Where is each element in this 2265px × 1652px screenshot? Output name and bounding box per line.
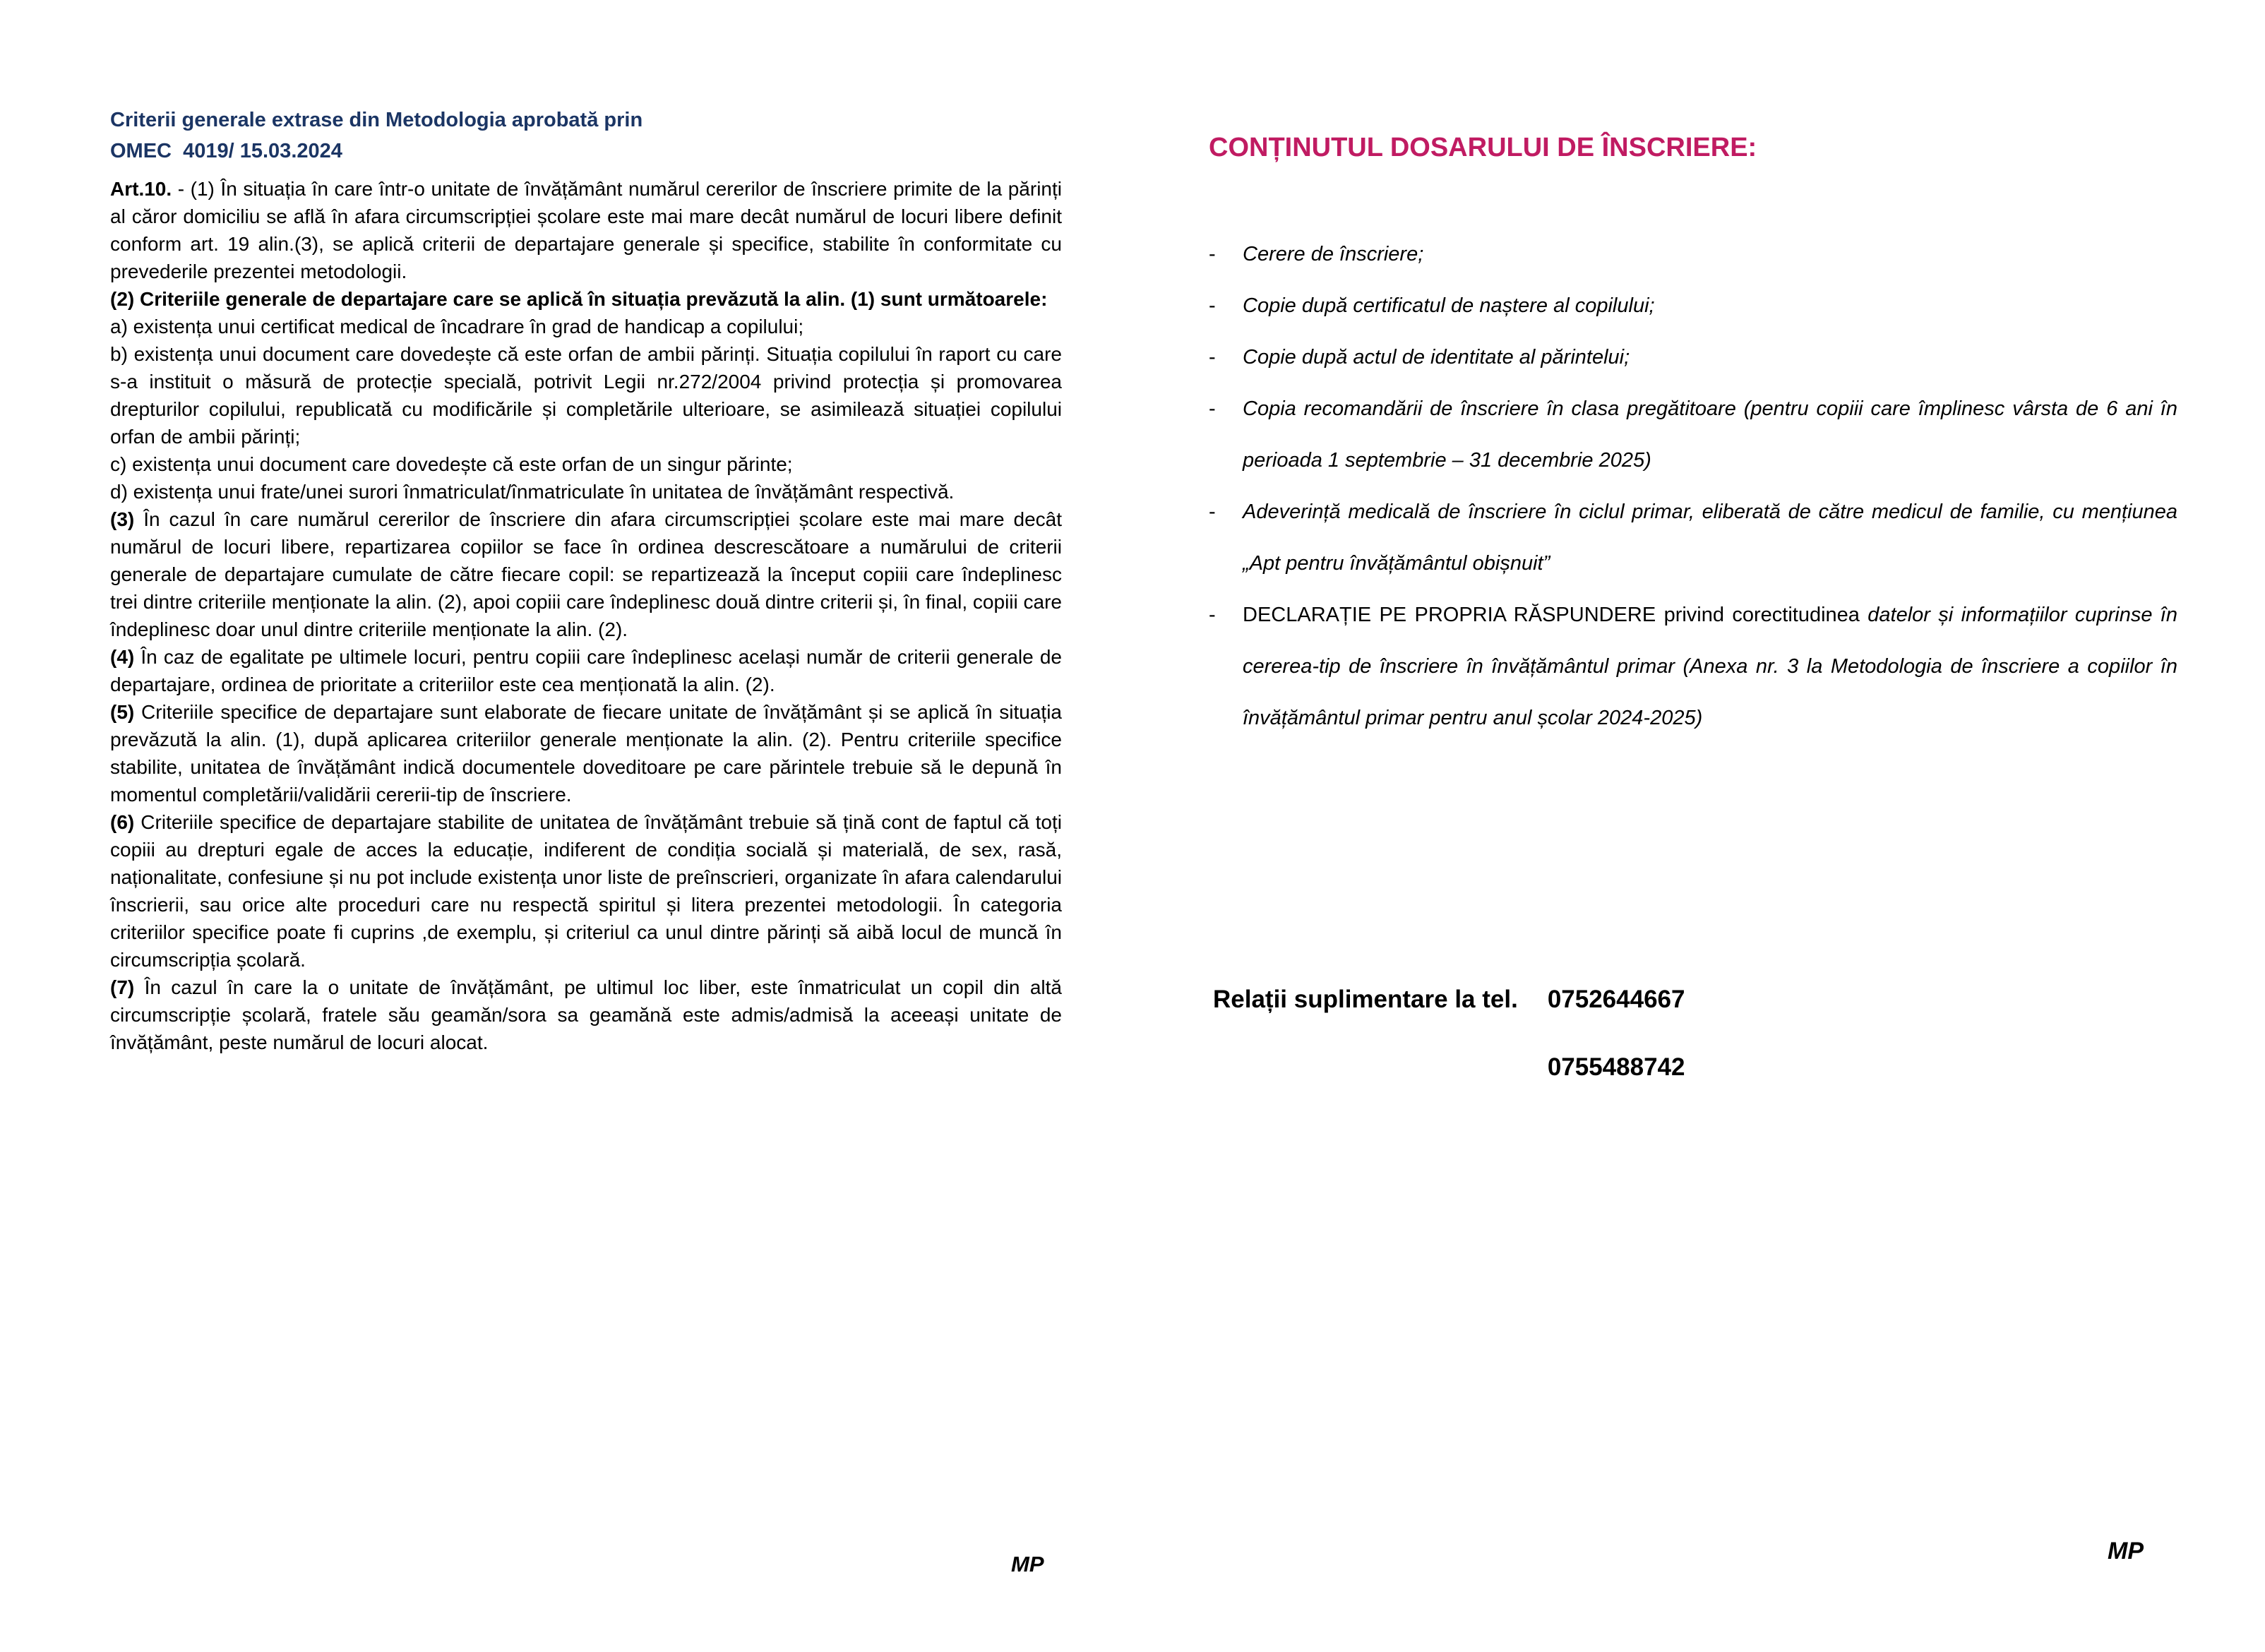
paragraph-art10: Art.10. - (1) În situația în care într-o unitate de învățământ numărul cererilor de înscriere primite de la părinți al căror domiciliu se află în afara circumscripției școlare este mai mare decât numărul de locuri libere definit conform art. 19 alin.(3), se aplică criterii de departajare generale și specifice, stabilite în conformitate cu prevederile prezentei metodologii. [110, 178, 1062, 282]
list-item-adeverinta-medicala: - Adeverință medicală de înscriere în ciclul primar, eliberată de către medicul de familie, cu mențiunea „Apt pentru învățământul obișnuit” [1209, 486, 2177, 589]
paragraph-alin-5: (5) Criteriile specifice de departajare sunt elaborate de fiecare unitate de învățământ și se aplică în situația prevăzută la alin. (1), după aplicarea criteriilor generale menționate la alin. (2). Pentru criteriile specifice stabilite, unitatea de învățământ indică documentele doveditoare pe care părintele trebuie să le depună în momentul completării/validării cererii-tip de înscriere. [110, 701, 1062, 806]
contact-label: Relații suplimentare la tel. [1213, 986, 1518, 1013]
paragraph-alin-4: (4) În caz de egalitate pe ultimele locuri, pentru copiii care îndeplinesc același număr de criterii generale de departajare, ordinea de prioritate a criteriilor este cea menționată la alin. (2). [110, 646, 1062, 695]
list-item-act-identitate: - Copie după actul de identitate al părintelui; [1209, 332, 2177, 383]
list-item-certificat-nastere: - Copie după certificatul de naștere al copilului; [1209, 280, 2177, 332]
list-item-recomandare: - Copia recomandării de înscriere în clasa pregătitoare (pentru copiii care împlinesc vârsta de 6 ani în perioada 1 septembrie – 31 decembrie 2025) [1209, 383, 2177, 486]
paragraph-alin-7: (7) În cazul în care la o unitate de învățământ, pe ultimul loc liber, este înmatriculat un copil din altă circumscripție școlară, fratele său geamăn/sora sa geamănă este admis/admisă la aceeași unitate de învățământ, peste numărul de locuri alocat. [110, 976, 1062, 1053]
contact-info [1213, 984, 1685, 1083]
criterion-b: b) existența unui document care dovedește că este orfan de ambii părinți. Situația copilului în raport cu care s-a instituit o măsură de protecție specială, potrivit Legii nr.272/2004 privind protecția și promovarea drepturilor copilului, republicată cu modificările și completările ulterioare, se asimilează situației copilului orfan de ambii părinți; [110, 343, 1062, 448]
initials-mark-right: MP [2108, 1538, 2144, 1564]
article-10-text [110, 175, 1062, 1056]
dash-marker: - [1209, 243, 1216, 265]
dash-marker: - [1209, 294, 1216, 317]
left-title-line-1: Criterii generale extrase din Metodologia aprobată prin [110, 109, 643, 131]
declaration-caps: DECLARAȚIE PE PROPRIA RĂSPUNDERE [1243, 604, 1656, 626]
paragraph-alin-6: (6) Criteriile specifice de departajare stabilite de unitatea de învățământ trebuie să țină cont de faptul că toți copiii au drepturi egale de acces la educație, indiferent de condiția socială și materială, de sex, rasă, naționalitate, confesiune și nu pot include existența unor liste de preînscrieri, organizate în afara calendarului înscrierii, sau orice alte proceduri care nu respectă spiritul și litera prezentei metodologii. În categoria criteriilor specifice poate fi cuprins ,de exemplu, și criteriul ca unul dintre părinți să aibă locul de muncă în circumscripția școlară. [110, 811, 1062, 971]
left-page [110, 104, 1062, 1056]
dossier-list [1209, 229, 2177, 744]
phone-number-1: 0752644667 [1547, 986, 1685, 1013]
dash-marker: - [1209, 501, 1216, 523]
criterion-d: d) existența unui frate/unei surori înmatriculat/înmatriculate în unitatea de învățământ respectivă. [110, 481, 955, 503]
right-page [1209, 131, 2177, 1081]
dash-marker: - [1209, 346, 1216, 369]
left-page-title [110, 104, 1062, 167]
criterion-c: c) existența unui document care dovedește că este orfan de un singur părinte; [110, 453, 793, 475]
criterion-a: a) existența unui certificat medical de încadrare în grad de handicap a copilului; [110, 316, 804, 337]
dash-marker: - [1209, 604, 1216, 626]
initials-mark-left: MP [1011, 1552, 1044, 1576]
declaration-rest: datelor și informațiilor cuprinse în cererea-tip de înscriere în învățământul primar (Anexa nr. 3 la Metodologia de înscriere a copiilor în învățământul primar pentru anul școlar 2024-2025) [1243, 604, 2177, 729]
contact-spacer [1213, 1052, 1518, 1083]
list-item-declaratie [1209, 589, 2177, 744]
right-page-title: CONȚINUTUL DOSARULUI DE ÎNSCRIERE: [1209, 133, 1757, 162]
paragraph-alin-2: (2) Criteriile generale de departajare care se aplică în situația prevăzută la alin. (1) sunt următoarele: [110, 288, 1048, 310]
dash-marker: - [1209, 397, 1216, 420]
phone-number-2: 0755488742 [1547, 1053, 1685, 1081]
left-title-line-2: OMEC 4019/ 15.03.2024 [110, 140, 342, 162]
declaration-mid: privind corectitudinea [1656, 604, 1868, 626]
paragraph-alin-3: (3) În cazul în care numărul cererilor de înscriere din afara circumscripției școlare este mai mare decât numărul de locuri libere, repartizarea copiilor se face în ordinea descrescătoare a numărului de criterii generale de departajare cumulate de către fiecare copil: se repartizează la început copiii care îndeplinesc trei dintre criteriile menționate la alin. (2), apoi copiii care îndeplinesc două dintre criterii și, în final, copiii care îndeplinesc doar unul dintre criteriile menționate la alin. (2). [110, 508, 1062, 640]
list-item-cerere: - Cerere de înscriere; [1209, 229, 2177, 280]
